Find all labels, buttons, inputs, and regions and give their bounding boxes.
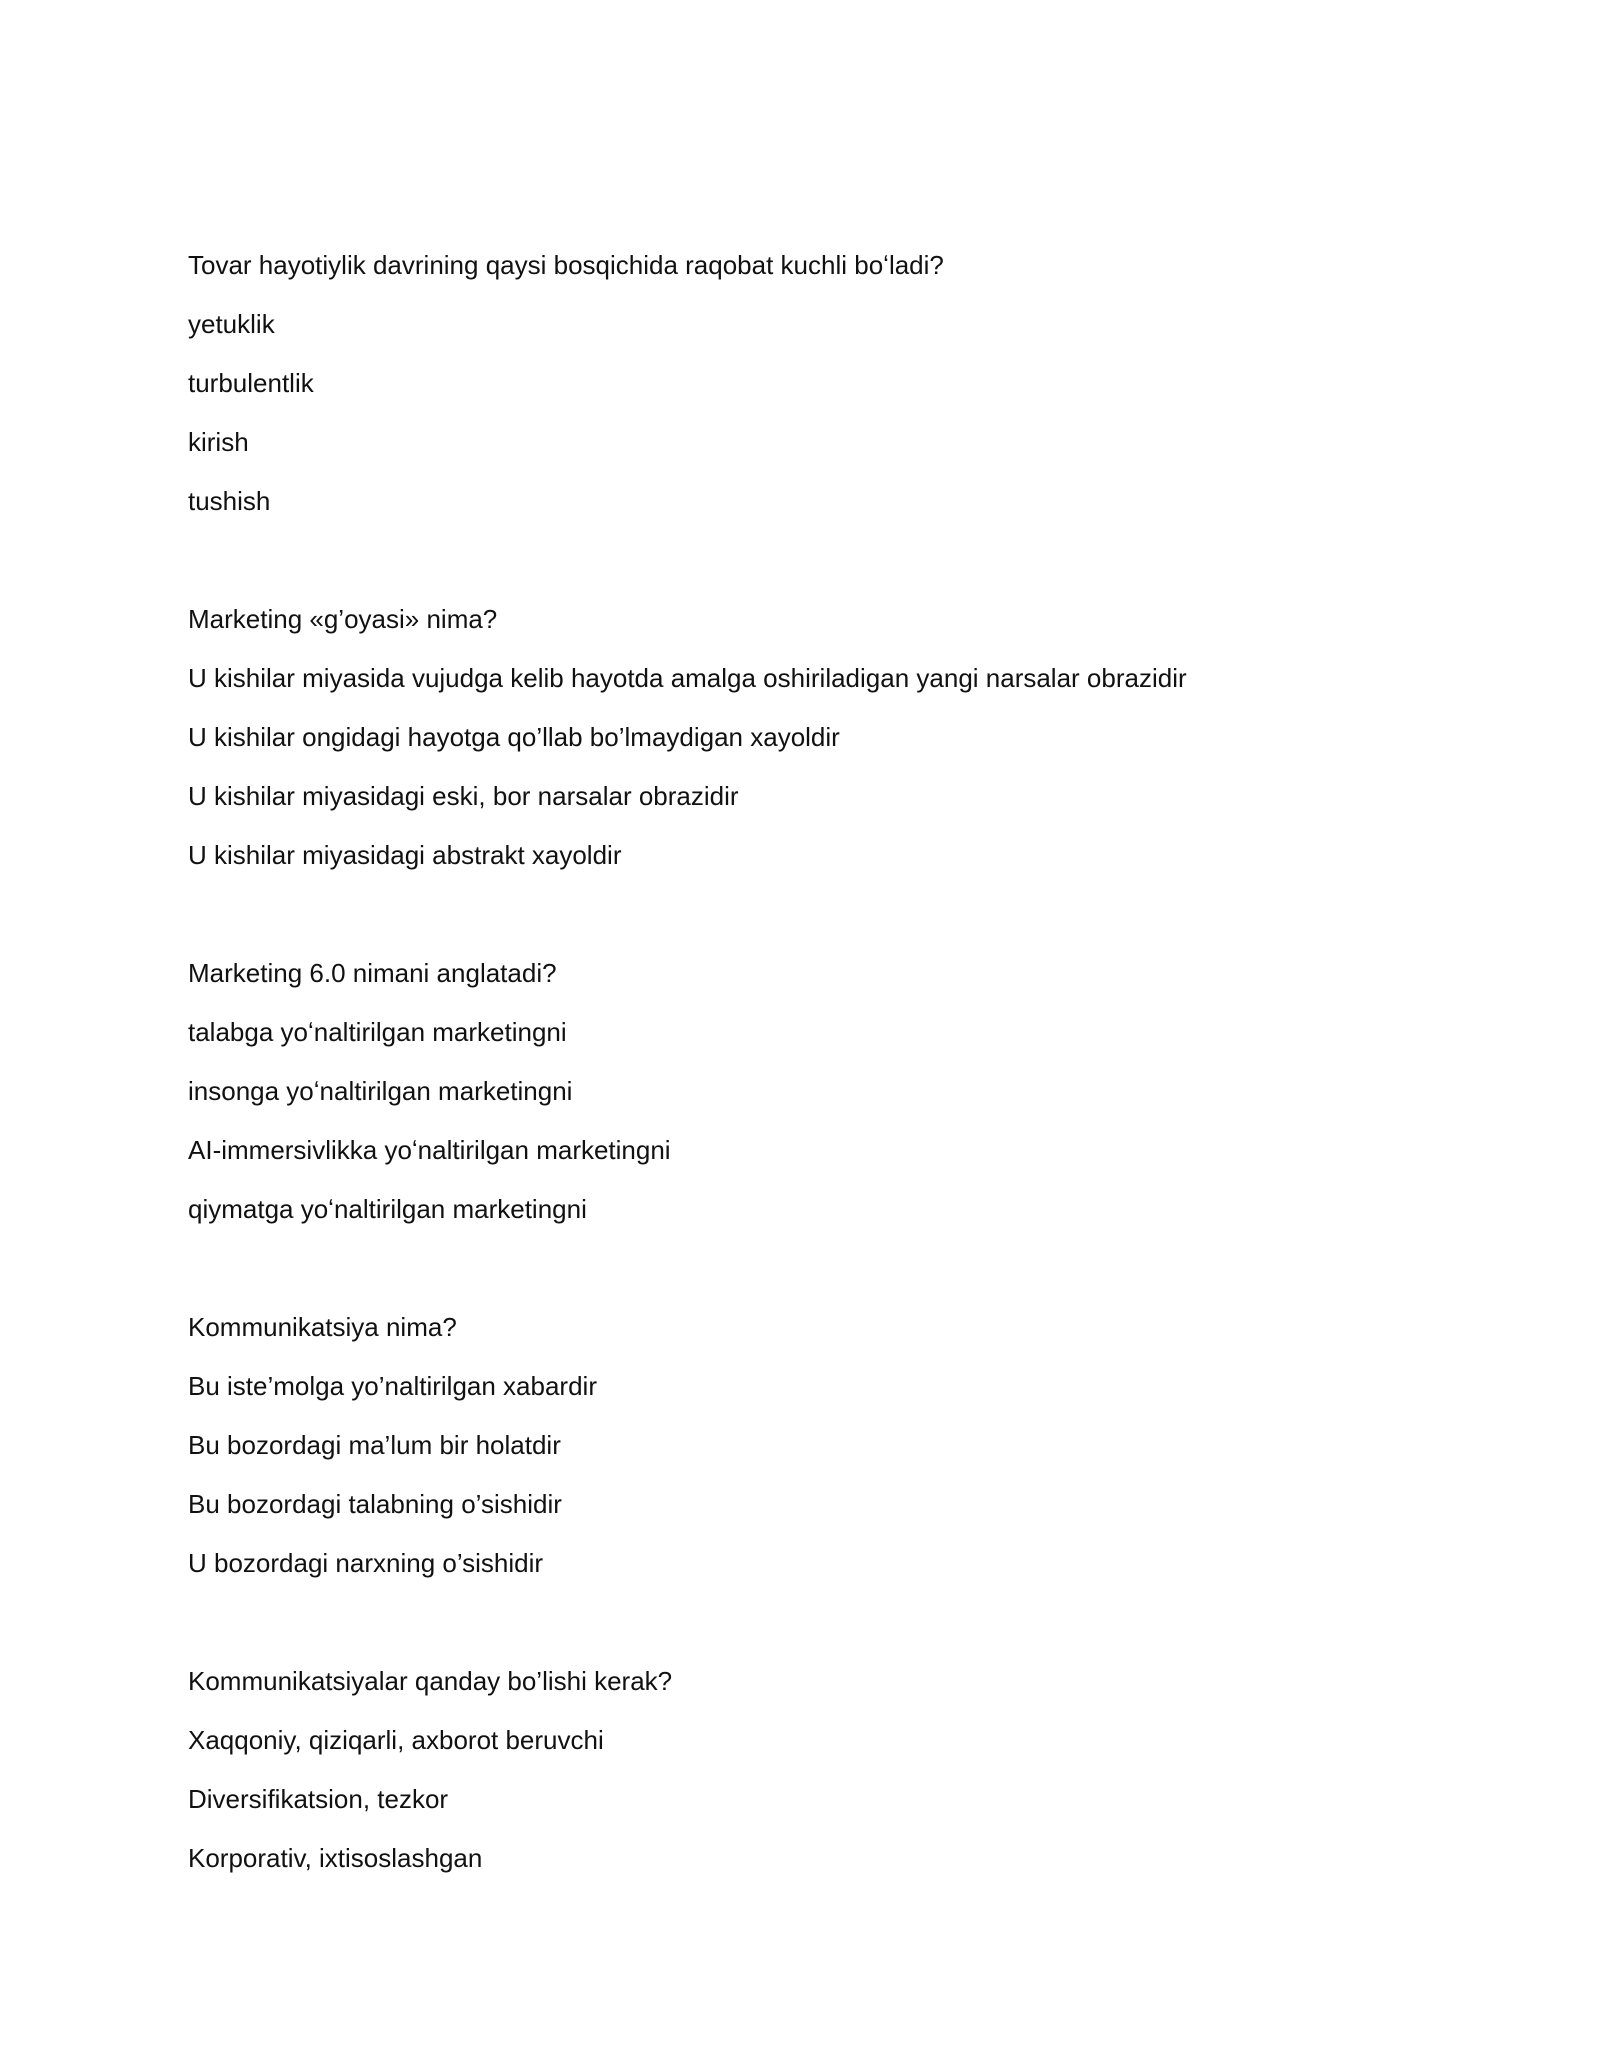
answer-option: U bozordagi narxning o’sishidir [188, 1548, 544, 1578]
answer-option: qiymatga yoʻnaltirilgan marketingni [188, 1194, 587, 1224]
document-body [188, 236, 1488, 1947]
answer-option: Diversifikatsion, tezkor [188, 1784, 449, 1814]
answer-option: U kishilar miyasidagi abstrakt xayoldir [188, 840, 622, 870]
answer-option: turbulentlik [188, 368, 314, 398]
answer-option: Xaqqoniy, qiziqarli, axborot beruvchi [188, 1725, 604, 1755]
answer-option: Bu bozordagi ma’lum bir holatdir [188, 1430, 561, 1460]
question-text: Tovar hayotiylik davrining qaysi bosqichida raqobat kuchli boʻladi? [188, 250, 944, 280]
answer-option: Korporativ, ixtisoslashgan [188, 1843, 483, 1873]
question-text: Kommunikatsiya nima? [188, 1312, 457, 1342]
answer-option: U kishilar miyasida vujudga kelib hayotda amalga oshiriladigan yangi narsalar obrazidir [188, 663, 1187, 693]
answer-option: tushish [188, 486, 271, 516]
question-block [188, 590, 1488, 885]
answer-option: Bu iste’molga yo’naltirilgan xabardir [188, 1371, 597, 1401]
question-text: Marketing 6.0 nimani anglatadi? [188, 958, 557, 988]
question-text: Marketing «g’oyasi» nima? [188, 604, 498, 634]
question-block [188, 236, 1488, 531]
answer-option: talabga yoʻnaltirilgan marketingni [188, 1017, 567, 1047]
answer-option: yetuklik [188, 309, 275, 339]
answer-option: AI-immersivlikka yoʻnaltirilgan marketingni [188, 1135, 671, 1165]
question-block [188, 1298, 1488, 1593]
question-block [188, 1652, 1488, 1888]
question-block [188, 944, 1488, 1239]
answer-option: insonga yoʻnaltirilgan marketingni [188, 1076, 573, 1106]
answer-option: Bu bozordagi talabning o’sishidir [188, 1489, 562, 1519]
question-text: Kommunikatsiyalar qanday bo’lishi kerak? [188, 1666, 673, 1696]
answer-option: kirish [188, 427, 249, 457]
answer-option: U kishilar miyasidagi eski, bor narsalar obrazidir [188, 781, 739, 811]
answer-option: U kishilar ongidagi hayotga qo’llab bo’lmaydigan xayoldir [188, 722, 840, 752]
